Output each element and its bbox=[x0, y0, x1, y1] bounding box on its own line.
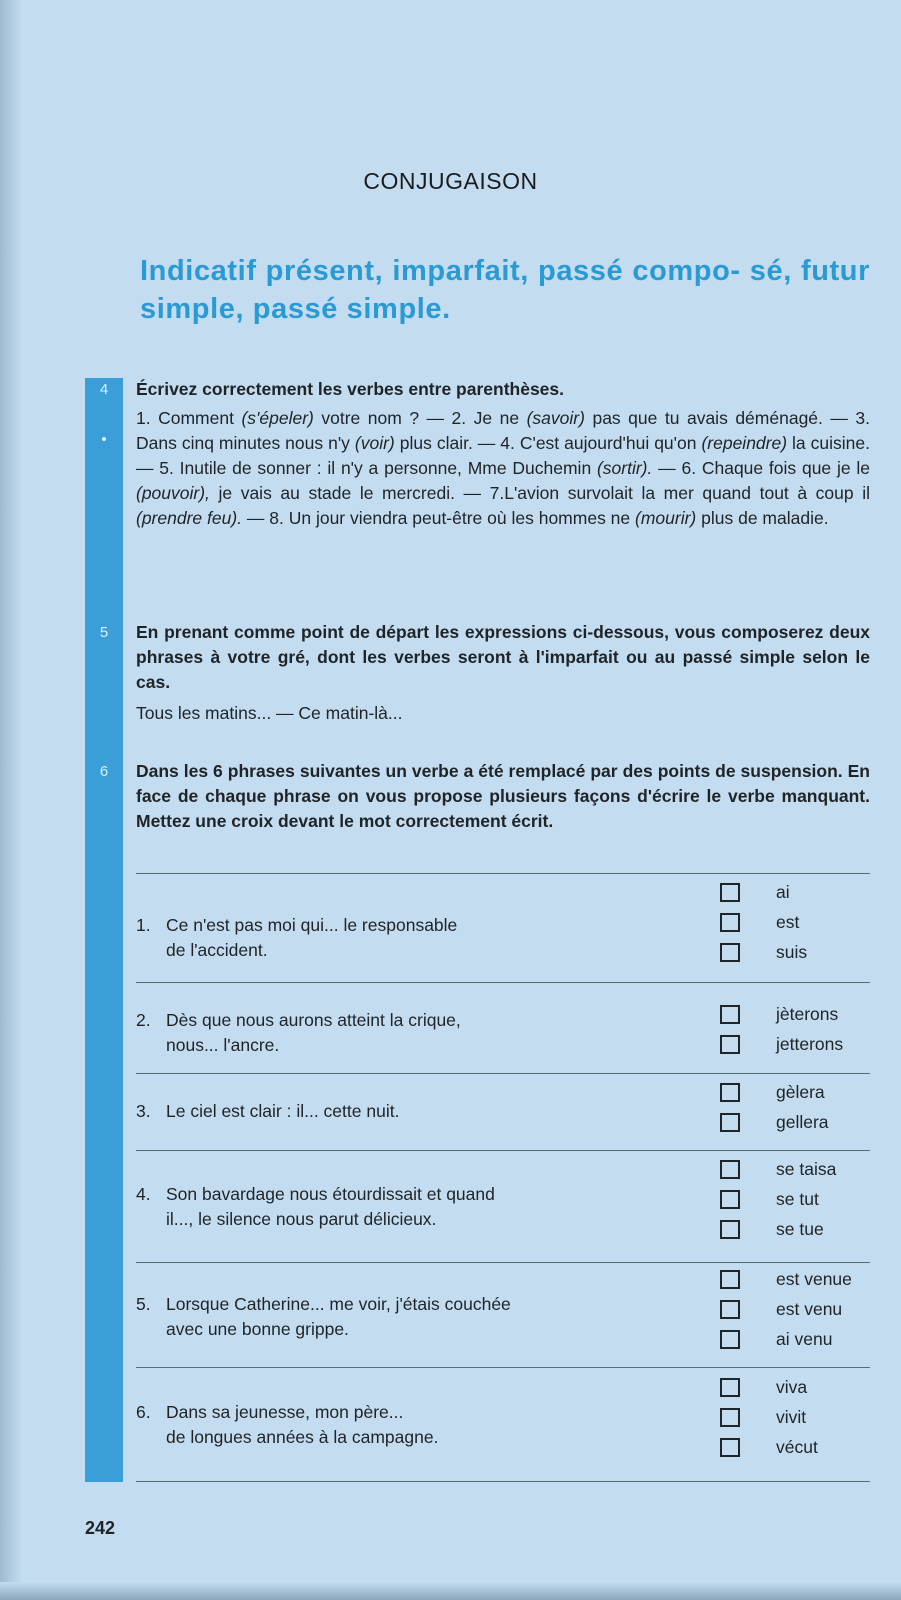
checkbox[interactable] bbox=[720, 1113, 740, 1132]
sidebar-dot bbox=[102, 437, 106, 441]
verb-infinitive: (sortir). bbox=[596, 458, 653, 478]
question-6 bbox=[136, 1400, 696, 1450]
option-label: suis bbox=[776, 942, 808, 962]
divider bbox=[136, 1150, 870, 1151]
verb-infinitive: (voir) bbox=[354, 433, 395, 453]
question-2-options bbox=[720, 1001, 880, 1061]
question-text: de l'accident. bbox=[166, 940, 268, 960]
option[interactable] bbox=[720, 1404, 880, 1434]
option[interactable] bbox=[720, 1296, 880, 1326]
checkbox[interactable] bbox=[720, 1083, 740, 1102]
page-shadow bbox=[0, 0, 22, 1600]
exercise-number-5: 5 bbox=[99, 624, 109, 641]
option-label: est venu bbox=[776, 1299, 843, 1319]
option-label: viva bbox=[776, 1377, 808, 1397]
exercise-6 bbox=[136, 759, 870, 834]
option-label: jèterons bbox=[776, 1004, 839, 1024]
option-label: ai bbox=[776, 882, 790, 902]
question-text: il..., le silence nous parut délicieux. bbox=[166, 1209, 437, 1229]
verb-infinitive: (savoir) bbox=[526, 408, 585, 428]
option[interactable] bbox=[720, 939, 880, 969]
question-text: Lorsque Catherine... me voir, j'étais couchée bbox=[166, 1294, 511, 1314]
checkbox[interactable] bbox=[720, 1330, 740, 1349]
option[interactable] bbox=[720, 1031, 880, 1061]
question-text: de longues années à la campagne. bbox=[166, 1427, 439, 1447]
exercise-5-example: Tous les matins... — Ce matin-là... bbox=[136, 703, 403, 723]
checkbox[interactable] bbox=[720, 1378, 740, 1397]
checkbox[interactable] bbox=[720, 943, 740, 962]
exercise-6-instruction: Dans les 6 phrases suivantes un verbe a été remplacé par des points de suspension. En face de chaque phrase on vous propose plusieurs façons d'écrire le verbe manquant. Mettez une croix devant le mot correctement écrit. bbox=[136, 761, 870, 831]
question-number: 6. bbox=[136, 1402, 151, 1422]
verb-infinitive: (pouvoir), bbox=[136, 483, 210, 503]
divider bbox=[136, 873, 870, 874]
question-number: 5. bbox=[136, 1294, 151, 1314]
section-title: CONJUGAISON bbox=[363, 168, 538, 194]
option-label: vivit bbox=[776, 1407, 807, 1427]
exercise-number-4: 4 bbox=[99, 381, 109, 398]
option[interactable] bbox=[720, 1374, 880, 1404]
verb-infinitive: (s'épeler) bbox=[241, 408, 314, 428]
exercise-number-6: 6 bbox=[99, 763, 109, 780]
divider bbox=[136, 1481, 870, 1482]
option[interactable] bbox=[720, 1434, 880, 1464]
question-3-options bbox=[720, 1079, 880, 1139]
divider bbox=[136, 1367, 870, 1368]
question-1 bbox=[136, 913, 696, 963]
checkbox[interactable] bbox=[720, 1300, 740, 1319]
divider bbox=[136, 1262, 870, 1263]
exercise-4 bbox=[136, 377, 870, 531]
checkbox[interactable] bbox=[720, 1035, 740, 1054]
question-6-options bbox=[720, 1374, 880, 1464]
option-label: ai venu bbox=[776, 1329, 833, 1349]
option[interactable] bbox=[720, 879, 880, 909]
option[interactable] bbox=[720, 909, 880, 939]
question-number: 4. bbox=[136, 1184, 151, 1204]
checkbox[interactable] bbox=[720, 1005, 740, 1024]
checkbox[interactable] bbox=[720, 883, 740, 902]
main-heading: Indicatif présent, imparfait, passé compo- sé, futur simple, passé simple. bbox=[140, 255, 870, 325]
question-5-options bbox=[720, 1266, 880, 1356]
option-label: gèlera bbox=[776, 1082, 825, 1102]
question-text: Le ciel est clair : il... cette nuit. bbox=[166, 1101, 400, 1121]
option-label: vécut bbox=[776, 1437, 818, 1457]
question-text: Dans sa jeunesse, mon père... bbox=[166, 1402, 404, 1422]
option[interactable] bbox=[720, 1186, 880, 1216]
option-label: se tue bbox=[776, 1219, 824, 1239]
checkbox[interactable] bbox=[720, 1270, 740, 1289]
option-label: est venue bbox=[776, 1269, 852, 1289]
exercise-4-text: 1. Comment (s'épeler) votre nom ? — 2. Je ne (savoir) pas que tu avais déménagé. — 3. Dans cinq minutes nous n'y (voir) plus clair. — 4. C'est aujourd'hui qu'on (repeindre) la cuisine. — 5. Inutile de sonner : il n'y a personne, Mme Duchemin (sortir). — 6. Chaque fois que je le (pouvoir), je vais au stade le mercredi. — 7.L'avion survolait la mer quand tout à coup il (prendre feu). — 8. Un jour viendra peut-être où les hommes ne (mourir) plus de maladie. bbox=[136, 408, 870, 528]
exercise-5-instruction: En prenant comme point de départ les expressions ci-dessous, vous composerez deux phrases à votre gré, dont les verbes seront à l'imparfait ou au passé simple selon le cas. bbox=[136, 622, 870, 692]
exercise-sidebar bbox=[85, 378, 123, 1482]
question-3 bbox=[136, 1099, 696, 1124]
question-text: Son bavardage nous étourdissait et quand bbox=[166, 1184, 495, 1204]
question-text: nous... l'ancre. bbox=[166, 1035, 280, 1055]
option[interactable] bbox=[720, 1001, 880, 1031]
question-4 bbox=[136, 1182, 696, 1232]
question-number: 2. bbox=[136, 1010, 151, 1030]
question-5 bbox=[136, 1292, 696, 1342]
checkbox[interactable] bbox=[720, 1220, 740, 1239]
option[interactable] bbox=[720, 1326, 880, 1356]
verb-infinitive: (repeindre) bbox=[701, 433, 788, 453]
question-text: Ce n'est pas moi qui... le responsable bbox=[166, 915, 458, 935]
question-4-options bbox=[720, 1156, 880, 1246]
divider bbox=[136, 982, 870, 983]
exercise-5 bbox=[136, 620, 870, 726]
checkbox[interactable] bbox=[720, 1408, 740, 1427]
question-number: 1. bbox=[136, 915, 151, 935]
checkbox[interactable] bbox=[720, 913, 740, 932]
option-label: jetterons bbox=[776, 1034, 844, 1054]
option-label: se taisa bbox=[776, 1159, 837, 1179]
option-label: se tut bbox=[776, 1189, 819, 1209]
option-label: gellera bbox=[776, 1112, 829, 1132]
question-number: 3. bbox=[136, 1101, 151, 1121]
checkbox[interactable] bbox=[720, 1190, 740, 1209]
page-bottom-edge bbox=[0, 1582, 901, 1600]
question-text: avec une bonne grippe. bbox=[166, 1319, 349, 1339]
option[interactable] bbox=[720, 1216, 880, 1246]
question-1-options bbox=[720, 879, 880, 969]
divider bbox=[136, 1073, 870, 1074]
checkbox[interactable] bbox=[720, 1160, 740, 1179]
option[interactable] bbox=[720, 1266, 880, 1296]
option[interactable] bbox=[720, 1156, 880, 1186]
verb-infinitive: (prendre feu). bbox=[136, 508, 243, 528]
exercise-4-instruction: Écrivez correctement les verbes entre parenthèses. bbox=[136, 379, 564, 399]
question-text: Dès que nous aurons atteint la crique, bbox=[166, 1010, 461, 1030]
page-number: 242 bbox=[85, 1518, 116, 1538]
question-2 bbox=[136, 1008, 696, 1058]
option-label: est bbox=[776, 912, 800, 932]
option[interactable] bbox=[720, 1079, 880, 1109]
checkbox[interactable] bbox=[720, 1438, 740, 1457]
verb-infinitive: (mourir) bbox=[635, 508, 697, 528]
option[interactable] bbox=[720, 1109, 880, 1139]
